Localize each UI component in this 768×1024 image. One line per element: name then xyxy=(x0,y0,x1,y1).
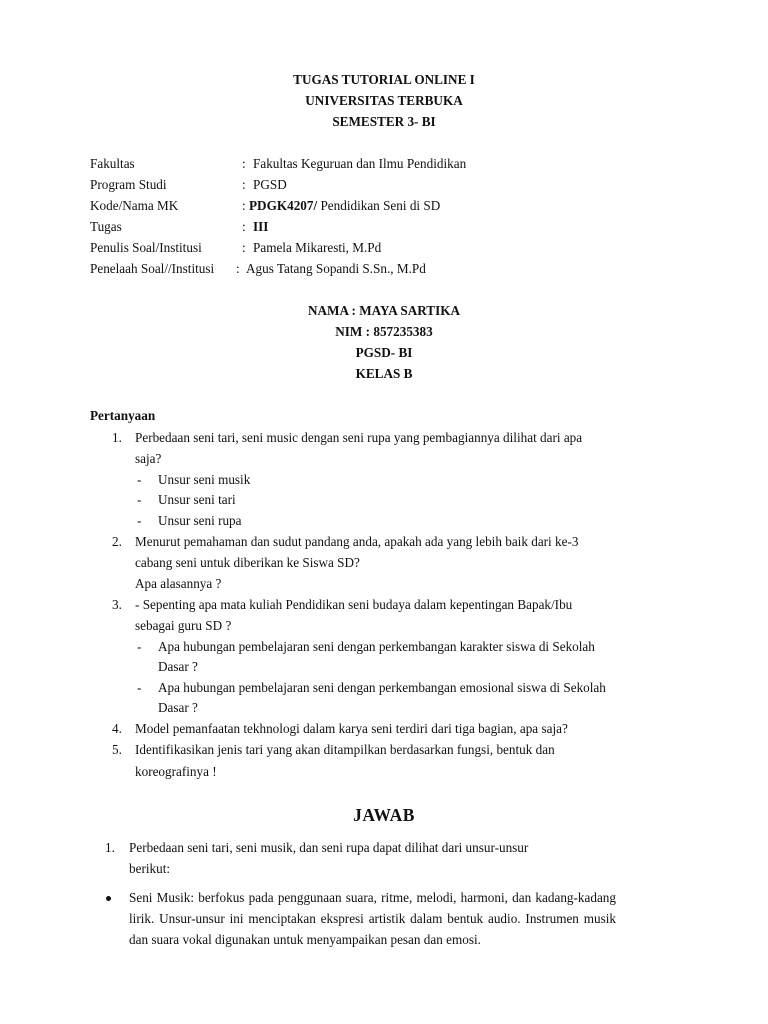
question-2-line-3: Apa alasannya ? xyxy=(135,576,222,591)
sub-item-line-1: Apa hubungan pembelajaran seni dengan perkembangan emosional siswa di Sekolah xyxy=(158,680,606,695)
sub-item: Unsur seni tari xyxy=(158,492,236,507)
info-separator: : xyxy=(242,219,246,234)
answer-heading: JAWAB xyxy=(353,805,415,825)
question-5-line-1: Identifikasikan jenis tari yang akan ditampilkan berdasarkan fungsi, bentuk dan xyxy=(135,742,555,757)
info-label-penulis: Penulis Soal/Institusi xyxy=(90,240,202,255)
title-line-1: TUGAS TUTORIAL ONLINE I xyxy=(293,72,475,87)
info-separator: : xyxy=(242,198,246,213)
info-value-penelaah: Agus Tatang Sopandi S.Sn., M.Pd xyxy=(246,261,426,276)
question-2-line-2: cabang seni untuk diberikan ke Siswa SD? xyxy=(135,555,360,570)
student-program: PGSD- BI xyxy=(355,345,413,360)
question-3-line-2: sebagai guru SD ? xyxy=(135,618,232,633)
student-name: NAMA : MAYA SARTIKA xyxy=(307,303,461,318)
info-value-kode-mk xyxy=(249,198,440,214)
question-1-line-2: saja? xyxy=(135,451,162,466)
sub-dash: - xyxy=(137,680,142,695)
info-value-fakultas: Fakultas Keguruan dan Ilmu Pendidikan xyxy=(253,156,467,171)
info-separator: : xyxy=(242,177,246,192)
question-number: 2. xyxy=(112,534,122,549)
info-label-kode-mk: Kode/Nama MK xyxy=(90,198,179,213)
questions-heading: Pertanyaan xyxy=(90,408,156,423)
info-label-penelaah: Penelaah Soal//Institusi xyxy=(90,261,215,276)
info-label-program-studi: Program Studi xyxy=(90,177,167,192)
sub-item-line-1: Apa hubungan pembelajaran seni dengan perkembangan karakter siswa di Sekolah xyxy=(158,639,595,654)
sub-item-line-2: Dasar ? xyxy=(158,700,198,715)
student-class: KELAS B xyxy=(355,366,413,381)
sub-item: Unsur seni rupa xyxy=(158,513,242,528)
answer-bullet-seni-musik: Seni Musik: berfokus pada penggunaan suara, ritme, melodi, harmoni, dan kadang-kadang lirik. Unsur-unsur ini menciptakan ekspresi artistik dalam bentuk audio. Instrumen musik dan suara vokal digunakan untuk menyampaikan pesan dan emosi. xyxy=(129,890,616,947)
student-nim: NIM : 857235383 xyxy=(335,324,433,339)
question-5-line-2: koreografinya ! xyxy=(135,764,217,779)
sub-item: Unsur seni musik xyxy=(158,472,251,487)
question-number: 1. xyxy=(112,430,122,445)
sub-item-line-2: Dasar ? xyxy=(158,659,198,674)
question-number: 5. xyxy=(112,742,122,757)
question-1-line-1: Perbedaan seni tari, seni music dengan seni rupa yang pembagiannya dilihat dari apa xyxy=(135,430,583,445)
sub-dash: - xyxy=(137,492,142,507)
question-2-line-1: Menurut pemahaman dan sudut pandang anda, apakah ada yang lebih baik dari ke-3 xyxy=(135,534,579,549)
info-label-tugas: Tugas xyxy=(90,219,122,234)
title-line-3: SEMESTER 3- BI xyxy=(332,114,436,129)
question-number: 4. xyxy=(112,721,122,736)
info-value-program-studi: PGSD xyxy=(253,177,287,192)
info-value-penulis: Pamela Mikaresti, M.Pd xyxy=(253,240,382,255)
sub-dash: - xyxy=(137,639,142,654)
bullet-dot-icon xyxy=(106,896,111,901)
answer-1-line-1: Perbedaan seni tari, seni musik, dan seni rupa dapat dilihat dari unsur-unsur xyxy=(129,840,529,855)
question-number: 3. xyxy=(112,597,122,612)
info-separator: : xyxy=(236,261,240,276)
sub-dash: - xyxy=(137,472,142,487)
info-separator: : xyxy=(242,240,246,255)
course-code: PDGK4207/ xyxy=(249,198,318,213)
title-line-2: UNIVERSITAS TERBUKA xyxy=(305,93,463,108)
sub-dash: - xyxy=(137,513,142,528)
answer-number: 1. xyxy=(105,840,115,855)
answer-1-line-2: berikut: xyxy=(129,861,171,876)
question-3-line-1: - Sepenting apa mata kuliah Pendidikan seni budaya dalam kepentingan Bapak/Ibu xyxy=(135,597,573,612)
info-label-fakultas: Fakultas xyxy=(90,156,135,171)
course-name: Pendidikan Seni di SD xyxy=(320,198,441,213)
info-separator: : xyxy=(242,156,246,171)
question-4-line-1: Model pemanfaatan tekhnologi dalam karya seni terdiri dari tiga bagian, apa saja? xyxy=(135,721,568,736)
info-value-tugas: III xyxy=(253,219,269,234)
